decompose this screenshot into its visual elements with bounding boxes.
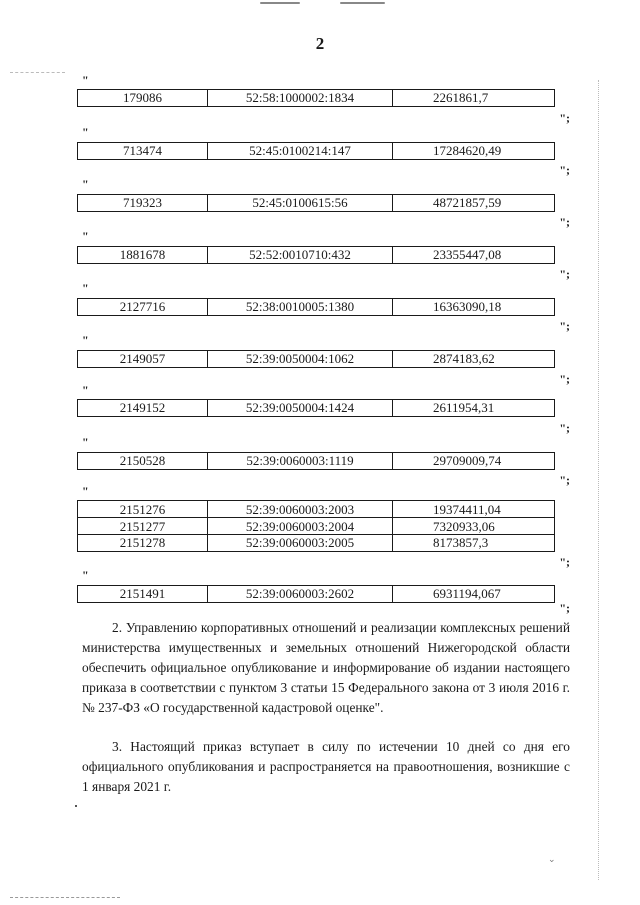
- close-quote: ";: [559, 555, 570, 569]
- open-quote: ": [82, 383, 89, 397]
- row-value: 17284620,49: [433, 143, 502, 158]
- close-quote: ";: [559, 163, 570, 177]
- row-cadastral-number: 52:39:0060003:2005: [208, 535, 393, 551]
- table-row: [77, 142, 555, 160]
- scan-artifact-dot: [75, 805, 77, 807]
- close-quote: ";: [559, 319, 570, 333]
- row-value: 2261861,7: [433, 90, 489, 105]
- close-quote: ";: [559, 215, 570, 229]
- row-id: 2151277: [78, 518, 208, 535]
- table-row: [77, 399, 555, 417]
- close-quote: ";: [559, 267, 570, 281]
- row-id: 719323: [78, 195, 208, 211]
- row-value: 16363090,18: [433, 299, 502, 314]
- row-id: 179086: [78, 90, 208, 106]
- row-value: 23355447,08: [433, 247, 502, 262]
- open-quote: ": [82, 177, 89, 191]
- row-id: 713474: [78, 143, 208, 159]
- open-quote: ": [82, 435, 89, 449]
- scan-artifact-bottom: [10, 897, 120, 898]
- table-row: [77, 500, 555, 518]
- row-cadastral-number: 52:39:0050004:1062: [208, 351, 393, 367]
- close-quote: ";: [559, 372, 570, 386]
- row-value: 48721857,59: [433, 195, 502, 210]
- row-id: 1881678: [78, 247, 208, 263]
- close-quote: ";: [559, 601, 570, 615]
- row-cadastral-number: 52:39:0060003:2004: [208, 518, 393, 535]
- open-quote: ": [82, 229, 89, 243]
- row-cadastral-number: 52:52:0010710:432: [208, 247, 393, 263]
- row-value: 6931194,067: [433, 586, 501, 601]
- paragraph-2: 2. Управлению корпоративных отношений и реализации комплексных решений министерства имущественных и земельных отношений Нижегородской области обеспечить официальное опубликование и информирование об издании настоящего приказа в соответствии с пунктом 3 статьи 15 Федерального закона от 3 июля 2016 г. № 237-ФЗ «О государственной кадастровой оценке".: [82, 620, 570, 715]
- table-row: [77, 246, 555, 264]
- open-quote: ": [82, 484, 89, 498]
- row-cadastral-number: 52:39:0060003:1119: [208, 453, 393, 469]
- row-value: 7320933,06: [433, 518, 495, 534]
- table-row: [77, 89, 555, 107]
- row-id: 2149057: [78, 351, 208, 367]
- open-quote: ": [82, 73, 89, 87]
- close-quote: ";: [559, 111, 570, 125]
- open-quote: ": [82, 125, 89, 139]
- table-row: [77, 194, 555, 212]
- scan-artifact-top: [250, 0, 400, 10]
- row-id: 2127716: [78, 299, 208, 315]
- row-id: 2149152: [78, 400, 208, 416]
- row-id: 2151276: [78, 501, 208, 518]
- row-cadastral-number: 52:39:0060003:2602: [208, 586, 393, 602]
- row-cadastral-number: 52:45:0100615:56: [208, 195, 393, 211]
- table-row: [77, 585, 555, 603]
- scan-artifact-mark: ⌄: [548, 854, 556, 864]
- row-value: 19374411,04: [433, 501, 501, 517]
- table-row: [77, 517, 555, 535]
- table-row: [77, 534, 555, 552]
- row-cadastral-number: 52:45:0100214:147: [208, 143, 393, 159]
- table-row: [77, 350, 555, 368]
- row-value: 2611954,31: [433, 400, 495, 415]
- close-quote: ";: [559, 473, 570, 487]
- row-id: 2151278: [78, 535, 208, 551]
- table-row: [77, 452, 555, 470]
- scan-artifact-right-edge: [598, 80, 599, 880]
- table-row: [77, 298, 555, 316]
- row-id: 2151491: [78, 586, 208, 602]
- page-number: 2: [315, 34, 325, 53]
- row-cadastral-number: 52:58:1000002:1834: [208, 90, 393, 106]
- row-value: 29709009,74: [433, 453, 502, 468]
- row-id: 2150528: [78, 453, 208, 469]
- open-quote: ": [82, 333, 89, 347]
- open-quote: ": [82, 568, 89, 582]
- scan-artifact-left: [10, 72, 65, 73]
- row-cadastral-number: 52:39:0060003:2003: [208, 501, 393, 518]
- paragraph-3: 3. Настоящий приказ вступает в силу по истечении 10 дней со дня его официального опубликования и распространяется на правоотношения, возникшие с 1 января 2021 г.: [82, 739, 570, 794]
- row-cadastral-number: 52:39:0050004:1424: [208, 400, 393, 416]
- close-quote: ";: [559, 421, 570, 435]
- row-cadastral-number: 52:38:0010005:1380: [208, 299, 393, 315]
- row-value: 8173857,3: [433, 535, 489, 550]
- row-value: 2874183,62: [433, 351, 495, 366]
- open-quote: ": [82, 281, 89, 295]
